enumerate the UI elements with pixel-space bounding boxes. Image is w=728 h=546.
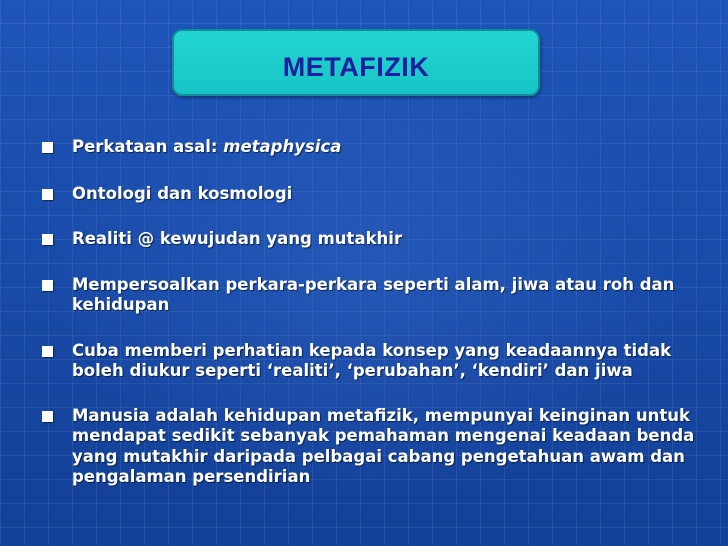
bullet-item	[38, 406, 710, 488]
bullet-text: Cuba memberi perhatian kepada konsep yang keadaannya tidak boleh diukur seperti ‘realiti’, ‘perubahan’, ‘kendiri’ dan jiwa	[72, 340, 672, 380]
square-bullet-icon	[42, 411, 53, 422]
bullet-text: Mempersoalkan perkara-perkara seperti alam, jiwa atau roh dan kehidupan	[72, 274, 675, 314]
bullet-text: Ontologi dan kosmologi	[72, 183, 293, 203]
square-bullet-icon	[42, 346, 53, 357]
square-bullet-icon	[42, 189, 53, 200]
bullet-italic-term: metaphysica	[223, 137, 342, 156]
bullet-text: Perkataan asal:	[72, 137, 224, 156]
square-bullet-icon	[42, 234, 53, 245]
square-bullet-icon	[42, 280, 53, 291]
bullet-text: Manusia adalah kehidupan metafizik, mempunyai keinginan untuk mendapat sedikit sebanyak pemahaman mengenai keadaan benda yang mutakhir daripada pelbagai cabang pengetahuan awam dan pengalaman persendirian	[72, 405, 695, 486]
bullet-item	[38, 341, 710, 382]
bullet-item	[38, 137, 710, 158]
bullet-item	[38, 275, 710, 316]
bullet-text: Realiti @ kewujudan yang mutakhir	[72, 229, 403, 248]
bullet-item	[38, 184, 710, 205]
bullet-item	[38, 229, 710, 250]
title-box	[172, 29, 540, 96]
square-bullet-icon	[42, 142, 53, 153]
slide-title: METAFIZIK	[282, 52, 430, 82]
bullet-list	[38, 137, 710, 488]
